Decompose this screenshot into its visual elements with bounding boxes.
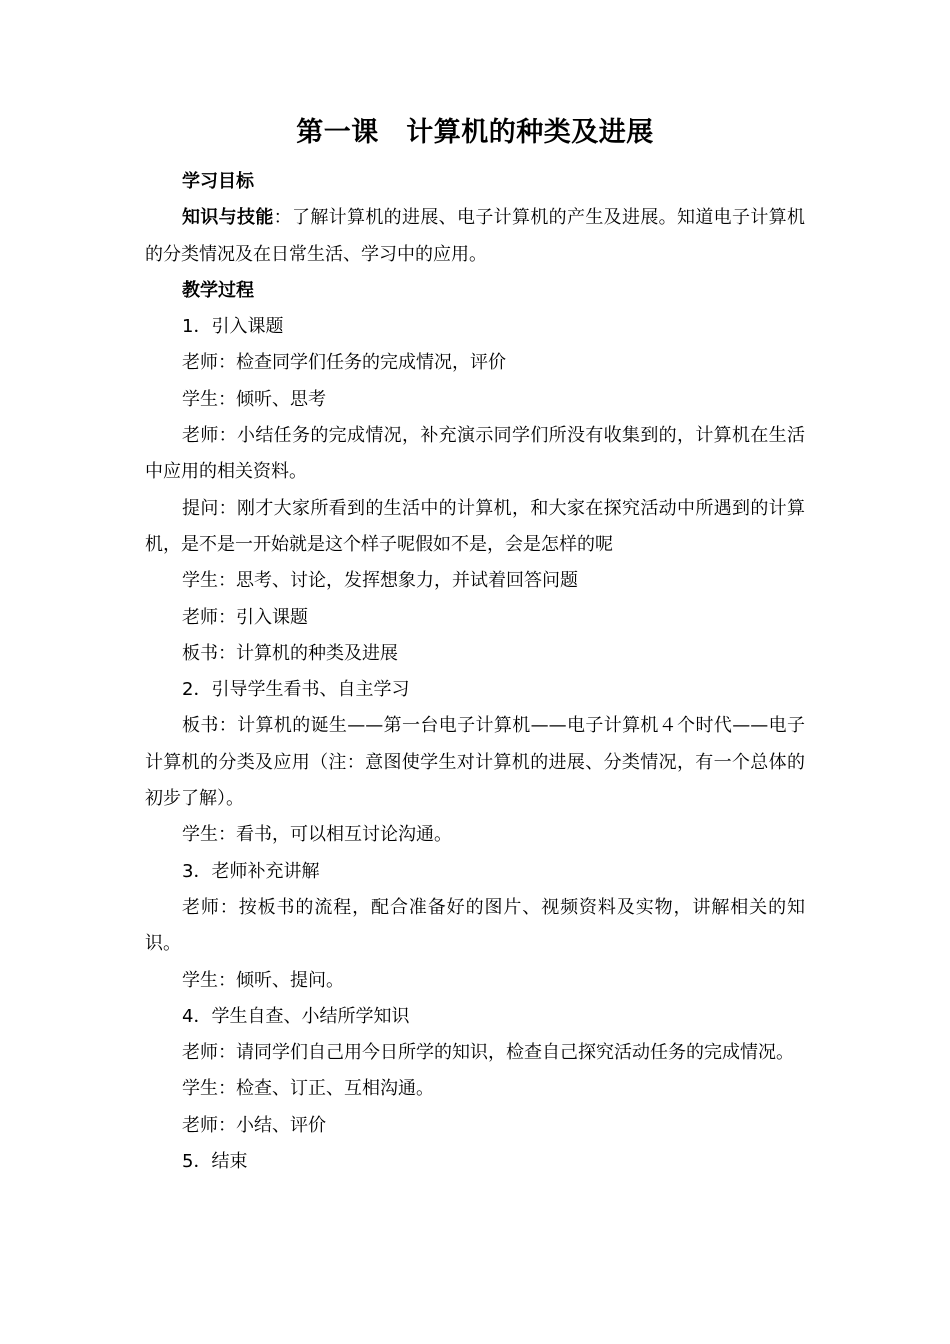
document-body: [145, 164, 805, 1180]
paragraph: 老师：小结、评价: [182, 1114, 326, 1136]
paragraph: 老师：按板书的流程，配合准备好的图片、视频资料及实物，讲解相关的知识。: [145, 896, 805, 955]
section-heading-objectives: 学习目标: [182, 171, 254, 192]
document-title: 第一课 计算机的种类及进展: [296, 117, 654, 148]
paragraph-knowledge-skills: [145, 200, 805, 273]
paragraph: 学生：倾听、提问。: [182, 969, 344, 991]
paragraph: 学生：思考、讨论，发挥想象力，并试着回答问题: [182, 570, 578, 592]
knowledge-skills-label: 知识与技能: [182, 207, 274, 229]
paragraph: 学生：倾听、思考: [182, 388, 326, 410]
paragraph: 提问：刚才大家所看到的生活中的计算机，和大家在探究活动中所遇到的计算机，是不是一开始就是这个样子呢假如不是，会是怎样的呢: [145, 497, 805, 555]
paragraph: 板书：计算机的种类及进展: [182, 642, 398, 664]
knowledge-skills-text: ：了解计算机的进展、电子计算机的产生及进展。知道电子计算机的分类情况及在日常生活、学习中的应用。: [145, 207, 806, 265]
paragraph: 老师：小结任务的完成情况，补充演示同学们所没有收集到的，计算机在生活中应用的相关资料。: [145, 425, 805, 483]
paragraph: 板书：计算机的诞生——第一台电子计算机——电子计算机４个时代——电子计算机的分类及应用（注：意图使学生对计算机的进展、分类情况，有一个总体的初步了解）。: [145, 715, 805, 810]
step-heading: 4．学生自查、小结所学知识: [182, 1005, 410, 1027]
paragraph: 学生：检查、订正、互相沟通。: [182, 1078, 434, 1100]
paragraph: 老师：检查同学们任务的完成情况，评价: [182, 352, 506, 374]
paragraph: 老师：请同学们自己用今日所学的知识，检查自己探究活动任务的完成情况。: [182, 1042, 794, 1064]
step-heading: 3．老师补充讲解: [182, 860, 320, 882]
step-heading: 2．引导学生看书、自主学习: [182, 679, 410, 701]
step-heading: 5．结束: [182, 1151, 248, 1173]
paragraph: 老师：引入课题: [182, 606, 308, 628]
paragraph: 学生：看书，可以相互讨论沟通。: [182, 824, 452, 846]
step-heading: 1．引入课题: [182, 316, 284, 338]
section-heading-process: 教学过程: [182, 279, 254, 301]
